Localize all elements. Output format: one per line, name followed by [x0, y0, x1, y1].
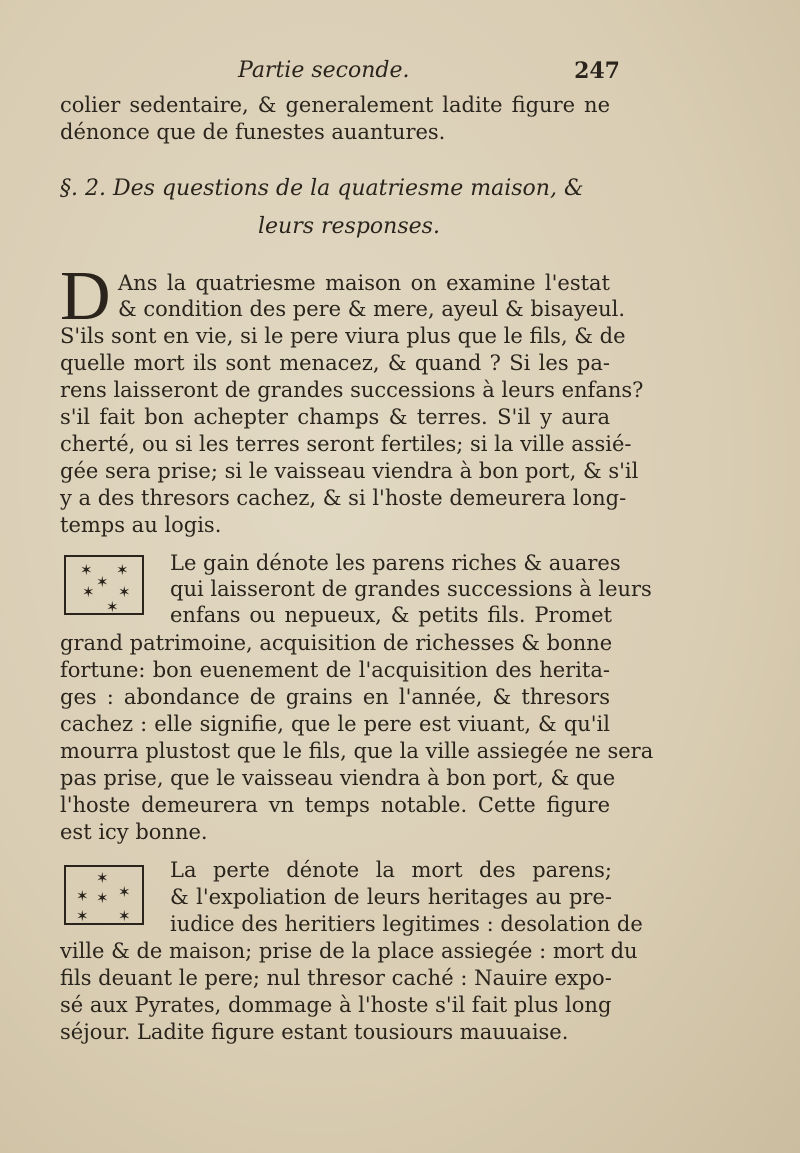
intro-line: rens laisseront de grandes successions à leurs enfans? [60, 378, 644, 402]
gain-line: grand patrimoine, acquisition de richesses & bonne [60, 631, 613, 655]
perte-line: ville & de maison; prise de la place assiegée : mort du [60, 939, 638, 963]
intro-line: & condition des pere & mere, ayeul & bisayeul. [118, 297, 626, 321]
svg-text:✶: ✶ [106, 598, 119, 615]
intro-line: cherté, ou si les terres seront fertiles; si la ville assié- [60, 432, 632, 456]
svg-text:✶: ✶ [118, 883, 131, 901]
intro-line: S'ils sont en vie, si le pere viura plus que le fils, & de [60, 324, 626, 348]
gain-line: enfans ou nepueux, & petits fils. Promet [170, 603, 612, 627]
page-header [60, 58, 620, 92]
svg-text:✶: ✶ [116, 561, 129, 579]
gain-line: ges : abondance de grains en l'année, & thresors [60, 685, 610, 709]
gain-figure [64, 555, 144, 615]
section-heading-line-1: §. 2. Des questions de la quatriesme maison, & [60, 176, 584, 201]
svg-text:✶: ✶ [76, 907, 89, 925]
svg-text:✶: ✶ [80, 561, 93, 579]
continuation-line: colier sedentaire, & generalement ladite figure ne [60, 93, 610, 117]
intro-line: quelle mort ils sont menacez, & quand ? Si les pa- [60, 351, 610, 375]
gain-line: est icy bonne. [60, 820, 208, 844]
perte-figure [64, 865, 144, 925]
gain-line: pas prise, que le vaisseau viendra à bon port, & que [60, 766, 616, 790]
gain-line: mourra plustost que le fils, que la ville assiegée ne sera [60, 739, 654, 763]
perte-line: séjour. Ladite figure estant tousiours mauuaise. [60, 1020, 569, 1044]
intro-line: s'il fait bon achepter champs & terres. S'il y aura [60, 405, 610, 429]
perte-line: fils deuant le pere; nul thresor caché : Nauire expo- [60, 966, 612, 990]
gain-line: cachez : elle signifie, que le pere est viuant, & qu'il [60, 712, 610, 736]
continuation-line: dénonce que de funestes auantures. [60, 120, 446, 144]
perte-line: & l'expoliation de leurs heritages au pre- [170, 885, 612, 909]
intro-line: temps au logis. [60, 513, 222, 537]
section-heading-line-2: leurs responses. [258, 214, 440, 239]
gain-line: qui laisseront de grandes successions à leurs [170, 577, 652, 601]
gain-stars-icon [66, 557, 144, 615]
gain-line: Le gain dénote les parens riches & auares [170, 551, 621, 575]
svg-text:✶: ✶ [82, 583, 95, 601]
page-number: 247 [574, 58, 620, 84]
perte-line: La perte dénote la mort des parens; [170, 858, 612, 882]
perte-stars-icon [66, 867, 144, 925]
running-title: Partie seconde. [238, 58, 410, 83]
svg-text:✶: ✶ [118, 907, 131, 925]
svg-text:✶: ✶ [76, 887, 89, 905]
svg-text:✶: ✶ [96, 869, 109, 887]
svg-text:✶: ✶ [118, 583, 131, 601]
svg-text:✶: ✶ [96, 573, 109, 591]
drop-cap: D [60, 258, 111, 335]
gain-line: fortune: bon euenement de l'acquisition des herita- [60, 658, 610, 682]
gain-line: l'hoste demeurera vn temps notable. Cette figure [60, 793, 610, 817]
intro-line: Ans la quatriesme maison on examine l'estat [118, 271, 610, 295]
intro-line: y a des thresors cachez, & si l'hoste demeurera long- [60, 486, 627, 510]
svg-text:✶: ✶ [96, 889, 109, 907]
perte-line: sé aux Pyrates, dommage à l'hoste s'il fait plus long [60, 993, 612, 1017]
intro-line: gée sera prise; si le vaisseau viendra à bon port, & s'il [60, 459, 639, 483]
perte-line: iudice des heritiers legitimes : desolation de [170, 912, 643, 936]
